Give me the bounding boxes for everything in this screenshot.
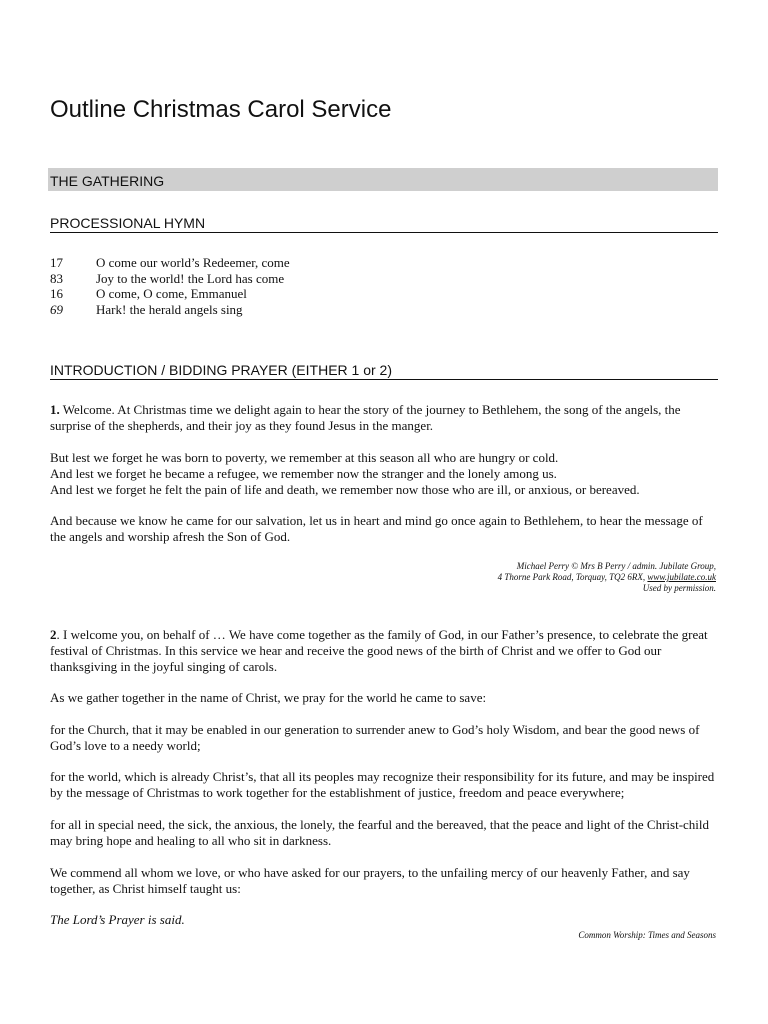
option2-world-text: for the world, which is already Christ’s, that all its peoples may recognize their responsibility for its future, and may be inspired by the message of Christmas to work together for the establishment of justice, freedom and peace everywhere; <box>50 769 715 800</box>
option2-commend <box>50 865 718 897</box>
hymn-title: O come, O come, Emmanuel <box>96 286 247 301</box>
hymn-title: O come our world’s Redeemer, come <box>96 255 290 270</box>
option2-need <box>50 817 718 849</box>
option2-welcome <box>50 627 718 675</box>
option1-because <box>50 513 718 545</box>
option1-welcome <box>50 402 718 434</box>
hymn-row <box>50 286 718 302</box>
option2-world <box>50 769 718 801</box>
option2-gather <box>50 690 718 706</box>
hymn-number: 69 <box>50 302 63 317</box>
hymn-number: 17 <box>50 255 63 270</box>
option2-need-text: for all in special need, the sick, the anxious, the lonely, the fearful and the bereaved, that the peace and light of the Christ-child may bring hope and healing to all who sit in darkness. <box>50 817 710 848</box>
hymn-row <box>50 271 718 287</box>
credit-line-2 <box>498 572 716 583</box>
jubilate-link[interactable]: www.jubilate.co.uk <box>647 572 716 582</box>
option1-welcome-text: Welcome. At Christmas time we delight again to hear the story of the journey to Bethlehem, the song of the angels, the surprise of the shepherds, and their joy as they found Jesus in the manger. <box>50 402 681 433</box>
option1-because-text: And because we know he came for our salvation, let us in heart and mind go once again to Bethlehem, to hear the message of the angels and worship afresh the Son of God. <box>50 513 703 544</box>
hymn-title: Hark! the herald angels sing <box>96 302 243 317</box>
option2-number: 2 <box>50 627 57 642</box>
option2-church <box>50 722 718 754</box>
option1-lest-block <box>50 450 718 498</box>
option2-gather-text: As we gather together in the name of Christ, we pray for the world he came to save: <box>50 690 487 705</box>
processional-rule <box>50 232 718 233</box>
option2-church-text: for the Church, that it may be enabled in our generation to surrender anew to God’s holy Wisdom, and bear the good news of God’s love to a needy world; <box>50 722 700 753</box>
page-title: Outline Christmas Carol Service <box>50 96 392 123</box>
introduction-rule <box>50 379 718 380</box>
credit-line-1: Michael Perry © Mrs B Perry / admin. Jubilate Group, <box>516 561 716 571</box>
option2-commend-text: We commend all whom we love, or who have asked for our prayers, to the unfailing mercy of our heavenly Father, and say together, as Christ himself taught us: <box>50 865 690 896</box>
section-heading-gathering: THE GATHERING <box>50 173 165 189</box>
option2-welcome-text: . I welcome you, on behalf of … We have come together as the family of God, in our Father’s presence, to celebrate the great festival of Christmas. In this service we hear and receive the good news of the birth of Christ and we offer to God our thanksgiving in the joyful singing of carols. <box>50 627 708 674</box>
option1-number: 1. <box>50 402 60 417</box>
option2-credit: Common Worship: Times and Seasons <box>578 930 716 940</box>
option1-credit <box>498 561 716 594</box>
hymn-row <box>50 302 718 318</box>
introduction-heading: INTRODUCTION / BIDDING PRAYER (EITHER 1 or 2) <box>50 362 392 378</box>
hymn-number: 16 <box>50 286 63 301</box>
processional-heading: PROCESSIONAL HYMN <box>50 215 206 231</box>
option1-lest-3: And lest we forget he felt the pain of life and death, we remember now those who are ill, or anxious, or bereaved. <box>50 482 640 497</box>
hymn-row <box>50 255 718 271</box>
hymn-number: 83 <box>50 271 63 286</box>
option1-lest-2: And lest we forget he became a refugee, we remember now the stranger and the lonely among us. <box>50 466 557 481</box>
option1-lest-1: But lest we forget he was born to poverty, we remember at this season all who are hungry or cold. <box>50 450 559 465</box>
credit-line-3: Used by permission. <box>642 583 716 593</box>
credit-address: 4 Thorne Park Road, Torquay, TQ2 6RX, <box>497 572 648 582</box>
lords-prayer-rubric: The Lord’s Prayer is said. <box>50 912 185 927</box>
hymn-title: Joy to the world! the Lord has come <box>96 271 285 286</box>
